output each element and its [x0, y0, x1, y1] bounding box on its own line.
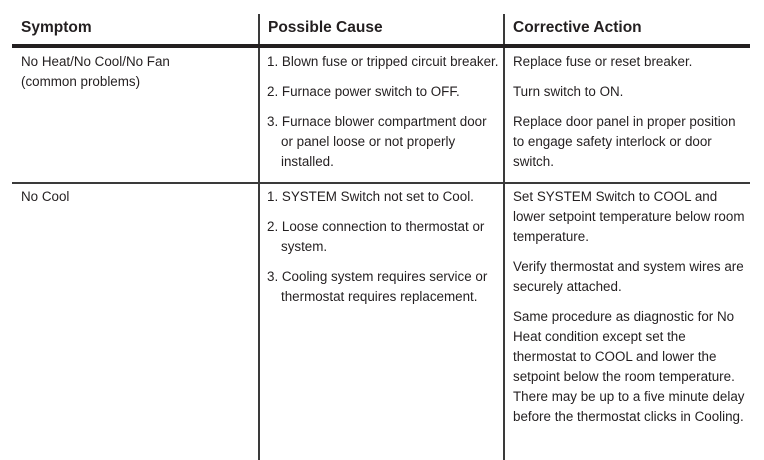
table-row-1-actions [513, 52, 745, 182]
table-row-1-causes [267, 52, 499, 182]
row-divider [12, 182, 750, 184]
cause-item: 3. Furnace blower compartment door or panel loose or not properly installed. [267, 114, 487, 169]
cause-item: 1. Blown fuse or tripped circuit breaker. [267, 54, 499, 69]
cause-item: 2. Furnace power switch to OFF. [267, 84, 460, 99]
action-item: Verify thermostat and system wires are securely attached. [513, 259, 744, 294]
header-corrective-action: Corrective Action [513, 19, 642, 36]
table-row-1-symptom [21, 52, 251, 92]
symptom-text: No Cool [21, 189, 70, 204]
action-item: Replace door panel in proper position to engage safety interlock or door switch. [513, 114, 736, 169]
action-item: Turn switch to ON. [513, 84, 624, 99]
table-row-2-causes [267, 187, 499, 317]
symptom-text: No Heat/No Cool/No Fan [21, 54, 170, 69]
table-row-2-symptom [21, 187, 251, 207]
symptom-note: (common problems) [21, 74, 141, 89]
header-rule [12, 44, 750, 48]
cause-item: 3. Cooling system requires service or thermostat requires replacement. [267, 269, 488, 304]
header-symptom: Symptom [21, 19, 92, 36]
header-possible-cause: Possible Cause [268, 19, 383, 36]
cause-item: 1. SYSTEM Switch not set to Cool. [267, 189, 474, 204]
troubleshooting-table [12, 0, 750, 460]
column-divider [503, 14, 505, 460]
action-item: Set SYSTEM Switch to COOL and lower setpoint temperature below room temperature. [513, 189, 745, 244]
cause-item: 2. Loose connection to thermostat or system. [267, 219, 485, 254]
table-row-2-actions [513, 187, 745, 437]
action-item: Same procedure as diagnostic for No Heat condition except set the thermostat to COOL and lower the setpoint below the room temperature. There may be up to a five minute delay before the thermostat clicks in Cooling. [513, 309, 745, 424]
action-item: Replace fuse or reset breaker. [513, 54, 693, 69]
column-divider [258, 14, 260, 460]
